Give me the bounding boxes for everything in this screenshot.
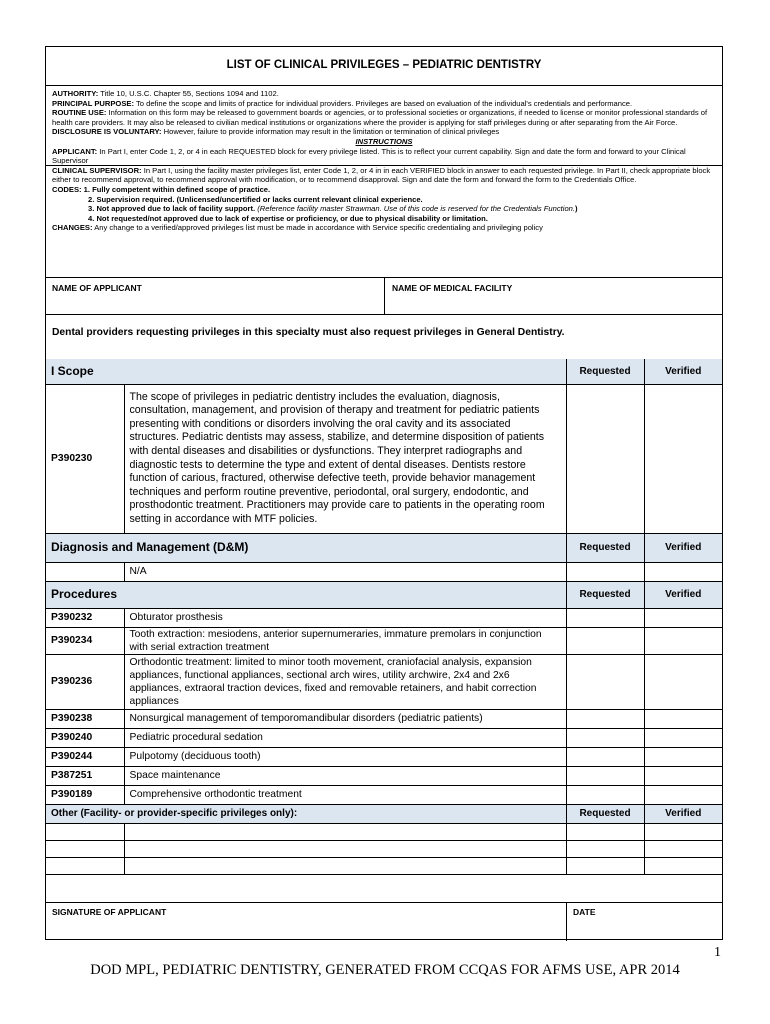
codes-line-2: 2. Supervision required. (Unlicensed/uncertified or lacks current relevant clinical experience. bbox=[88, 194, 423, 204]
procedure-description: Tooth extraction: mesiodens, anterior supernumeraries, immature premolars in conjunction with serial extraction treatment bbox=[124, 627, 566, 655]
procedure-description: Obturator prosthesis bbox=[124, 608, 566, 627]
requested-column-header: Requested bbox=[566, 359, 644, 384]
requested-cell[interactable] bbox=[566, 748, 644, 767]
privileges-table bbox=[46, 359, 722, 875]
procedure-row bbox=[46, 786, 722, 805]
verified-cell[interactable] bbox=[644, 748, 722, 767]
procedure-row bbox=[46, 748, 722, 767]
signature-label: SIGNATURE OF APPLICANT bbox=[52, 907, 167, 917]
procedure-row bbox=[46, 608, 722, 627]
signature-section bbox=[46, 902, 722, 941]
divider bbox=[46, 314, 722, 315]
other-row bbox=[46, 841, 722, 858]
procedure-description: Space maintenance bbox=[124, 767, 566, 786]
scope-heading: I Scope bbox=[46, 359, 566, 384]
verified-column-header: Verified bbox=[644, 581, 722, 608]
scope-header-row bbox=[46, 359, 722, 384]
procedure-row bbox=[46, 655, 722, 710]
page-footer: DOD MPL, PEDIATRIC DENTISTRY, GENERATED FROM CCQAS FOR AFMS USE, APR 2014 bbox=[90, 962, 680, 978]
dm-heading: Diagnosis and Management (D&M) bbox=[46, 533, 566, 562]
privilege-code bbox=[46, 562, 124, 581]
other-code-cell[interactable] bbox=[46, 841, 124, 858]
verified-cell[interactable] bbox=[644, 384, 722, 533]
other-code-cell[interactable] bbox=[46, 824, 124, 841]
procedure-code: P390234 bbox=[46, 627, 124, 655]
applicant-instructions: APPLICANT: In Part I, enter Code 1, 2, or 4 in each REQUESTED block for every privilege listed. This is to reflect your current capability. Sign and date the form and forward to your Clinical Supervisor bbox=[52, 146, 686, 166]
verified-cell[interactable] bbox=[644, 710, 722, 729]
divider bbox=[46, 85, 722, 86]
divider bbox=[566, 903, 567, 941]
requested-cell[interactable] bbox=[566, 608, 644, 627]
requested-cell[interactable] bbox=[566, 562, 644, 581]
requested-cell[interactable] bbox=[566, 655, 644, 710]
date-label: DATE bbox=[573, 907, 596, 917]
dm-row bbox=[46, 562, 722, 581]
dm-description: N/A bbox=[124, 562, 566, 581]
requested-cell[interactable] bbox=[566, 841, 644, 858]
privilege-code: P390230 bbox=[46, 384, 124, 533]
verified-column-header: Verified bbox=[644, 805, 722, 824]
procedure-description: Pulpotomy (deciduous tooth) bbox=[124, 748, 566, 767]
other-description-cell[interactable] bbox=[124, 841, 566, 858]
name-of-facility-label: NAME OF MEDICAL FACILITY bbox=[392, 283, 513, 293]
verified-cell[interactable] bbox=[644, 729, 722, 748]
verified-cell[interactable] bbox=[644, 767, 722, 786]
verified-cell[interactable] bbox=[644, 627, 722, 655]
verified-cell[interactable] bbox=[644, 608, 722, 627]
general-dentistry-note: Dental providers requesting privileges in this specialty must also request privileges in General Dentistry. bbox=[52, 327, 565, 338]
requested-cell[interactable] bbox=[566, 384, 644, 533]
divider bbox=[384, 277, 385, 314]
verified-column-header: Verified bbox=[644, 359, 722, 384]
procedure-code: P390189 bbox=[46, 786, 124, 805]
procedures-header-row bbox=[46, 581, 722, 608]
scope-row bbox=[46, 384, 722, 533]
privileges-form bbox=[45, 46, 723, 940]
procedure-row bbox=[46, 710, 722, 729]
requested-column-header: Requested bbox=[566, 805, 644, 824]
procedure-row bbox=[46, 767, 722, 786]
scope-description: The scope of privileges in pediatric dentistry includes the evaluation, diagnosis, consultation, management, and provision of therapy and treatment for pediatric patients presenting with conditions or disorders involving the oral cavity and its associated structures. Pediatric dentists may assess, stabilize, and determine disposition of patients with dental diseases and disabilities or dysfunctions. They interpret radiographs and diagnostic tests to determine the type and extent of dental diseases. Dentists restore function of carious, fractured, otherwise defective teeth, provide behavior management techniques and perform routine preventive, periodontal, oral surgery, endodontic, and prosthodontic treatment. Practitioners may provide care to patients in the operating room setting in accordance with MTF policies. bbox=[124, 384, 566, 533]
form-header bbox=[52, 89, 716, 233]
procedure-description: Comprehensive orthodontic treatment bbox=[124, 786, 566, 805]
other-heading: Other (Facility- or provider-specific privileges only): bbox=[46, 805, 566, 824]
procedure-description: Orthodontic treatment: limited to minor tooth movement, craniofacial analysis, expansion appliances, functional appliances, sectional arch wires, utility archwire, 2x4 and 2x6 appliances, extraoral traction devices, fixed and removable retainers, and habit correction appliances bbox=[124, 655, 566, 710]
instructions-heading: INSTRUCTIONS bbox=[355, 136, 413, 146]
supervisor-instructions: CLINICAL SUPERVISOR: In Part I, using the facility master privileges list, enter Code 1, 2, or 4 in in each VERIFIED block in answer to each requested privilege. In Part II, check appropriate block either to recommend approval, to recommend approval with modification, or to recommend disapproval. Sign and date the form and forward the form to the Credentials Office. bbox=[52, 165, 711, 185]
requested-cell[interactable] bbox=[566, 627, 644, 655]
requested-column-header: Requested bbox=[566, 533, 644, 562]
other-header-row bbox=[46, 805, 722, 824]
divider bbox=[46, 165, 722, 166]
verified-cell[interactable] bbox=[644, 562, 722, 581]
routine-use-line: ROUTINE USE: Information on this form may be released to government boards or agencies, or to professional societies or organizations, if needed to license or monitor professional standards of health care providers. It may also be released to civilian medical institutions or organizations where the provider is applying for staff privileges during or after separating from the Air Force. bbox=[52, 108, 708, 127]
requested-column-header: Requested bbox=[566, 581, 644, 608]
verified-cell[interactable] bbox=[644, 786, 722, 805]
form-title: LIST OF CLINICAL PRIVILEGES – PEDIATRIC DENTISTRY bbox=[226, 59, 542, 71]
other-code-cell[interactable] bbox=[46, 858, 124, 875]
requested-cell[interactable] bbox=[566, 729, 644, 748]
changes-line: CHANGES: Any change to a verified/approved privileges list must be made in accordance with Service specific credentialing and privileging policy bbox=[52, 223, 543, 233]
requested-cell[interactable] bbox=[566, 767, 644, 786]
codes-line-1: CODES: 1. Fully competent within defined scope of practice. bbox=[52, 184, 271, 194]
procedure-description: Pediatric procedural sedation bbox=[124, 729, 566, 748]
page-number: 1 bbox=[714, 945, 721, 960]
procedure-code: P390238 bbox=[46, 710, 124, 729]
procedure-code: P387251 bbox=[46, 767, 124, 786]
codes-line-4: 4. Not requested/not approved due to lack of expertise or proficiency, or due to physical disability or limitation. bbox=[88, 213, 488, 223]
requested-cell[interactable] bbox=[566, 858, 644, 875]
requested-cell[interactable] bbox=[566, 710, 644, 729]
verified-cell[interactable] bbox=[644, 824, 722, 841]
disclosure-line: DISCLOSURE IS VOLUNTARY: However, failure to provide information may result in the limitation or termination of clinical privileges bbox=[52, 127, 500, 137]
verified-cell[interactable] bbox=[644, 841, 722, 858]
other-description-cell[interactable] bbox=[124, 824, 566, 841]
name-of-applicant-label: NAME OF APPLICANT bbox=[52, 283, 142, 293]
verified-column-header: Verified bbox=[644, 533, 722, 562]
other-description-cell[interactable] bbox=[124, 858, 566, 875]
purpose-line: PRINCIPAL PURPOSE: To define the scope and limits of practice for individual providers. Privileges are based on evaluation of the individual's credentials and performance. bbox=[52, 98, 633, 108]
requested-cell[interactable] bbox=[566, 786, 644, 805]
procedure-code: P390240 bbox=[46, 729, 124, 748]
dm-header-row bbox=[46, 533, 722, 562]
codes-line-3: 3. Not approved due to lack of facility support. (Reference facility master Strawman. Use of this code is reserved for the Credentials Function.) bbox=[88, 204, 578, 214]
requested-cell[interactable] bbox=[566, 824, 644, 841]
other-row bbox=[46, 824, 722, 841]
procedure-code: P390244 bbox=[46, 748, 124, 767]
procedure-description: Nonsurgical management of temporomandibular disorders (pediatric patients) bbox=[124, 710, 566, 729]
procedure-code: P390232 bbox=[46, 608, 124, 627]
other-row bbox=[46, 858, 722, 875]
procedure-code: P390236 bbox=[46, 655, 124, 710]
procedure-row bbox=[46, 729, 722, 748]
verified-cell[interactable] bbox=[644, 858, 722, 875]
procedures-heading: Procedures bbox=[46, 581, 566, 608]
procedure-row bbox=[46, 627, 722, 655]
verified-cell[interactable] bbox=[644, 655, 722, 710]
authority-line: AUTHORITY: Title 10, U.S.C. Chapter 55, Sections 1094 and 1102. bbox=[52, 89, 279, 98]
